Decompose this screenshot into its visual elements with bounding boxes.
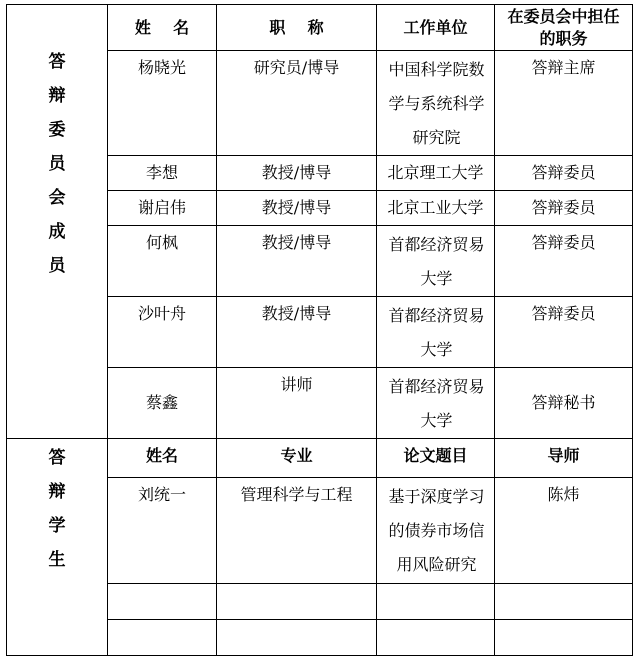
header-name: 姓 名 — [108, 5, 217, 51]
member-role: 答辩秘书 — [495, 368, 633, 439]
empty-cell — [495, 620, 633, 656]
member-name: 谢启伟 — [108, 191, 217, 226]
member-unit: 北京工业大学 — [377, 191, 495, 226]
member-name: 李想 — [108, 156, 217, 191]
empty-cell — [217, 584, 377, 620]
empty-cell — [108, 584, 217, 620]
member-unit: 首都经济贸易大学 — [377, 297, 495, 368]
student-advisor: 陈炜 — [495, 478, 633, 584]
student-side-label: 答 辩 学 生 — [7, 439, 108, 656]
student-thesis: 基于深度学习的债券市场信用风险研究 — [377, 478, 495, 584]
student-header-advisor: 导师 — [495, 439, 633, 478]
member-unit: 北京理工大学 — [377, 156, 495, 191]
empty-cell — [108, 620, 217, 656]
header-title: 职 称 — [217, 5, 377, 51]
member-title: 研究员/博导 — [217, 51, 377, 156]
defense-committee-table — [6, 4, 633, 656]
empty-cell — [377, 620, 495, 656]
member-role: 答辩委员 — [495, 226, 633, 297]
member-title: 教授/博导 — [217, 156, 377, 191]
committee-side-label: 答 辩 委 员 会 成 员 — [7, 5, 108, 439]
student-header-name: 姓名 — [108, 439, 217, 478]
member-role: 答辩委员 — [495, 156, 633, 191]
member-role: 答辩主席 — [495, 51, 633, 156]
student-header-thesis: 论文题目 — [377, 439, 495, 478]
empty-cell — [377, 584, 495, 620]
member-title: 教授/博导 — [217, 191, 377, 226]
member-unit: 中国科学院数学与系统科学研究院 — [377, 51, 495, 156]
member-name: 杨晓光 — [108, 51, 217, 156]
member-unit: 首都经济贸易大学 — [377, 226, 495, 297]
header-role: 在委员会中担任的职务 — [495, 5, 633, 51]
member-title: 教授/博导 — [217, 226, 377, 297]
member-title: 讲师 — [217, 368, 377, 439]
member-name: 何枫 — [108, 226, 217, 297]
member-name: 蔡鑫 — [108, 368, 217, 439]
member-unit: 首都经济贸易大学 — [377, 368, 495, 439]
student-header-major: 专业 — [217, 439, 377, 478]
member-title: 教授/博导 — [217, 297, 377, 368]
student-name: 刘统一 — [108, 478, 217, 584]
empty-cell — [217, 620, 377, 656]
member-role: 答辩委员 — [495, 191, 633, 226]
student-major: 管理科学与工程 — [217, 478, 377, 584]
member-name: 沙叶舟 — [108, 297, 217, 368]
header-unit: 工作单位 — [377, 5, 495, 51]
empty-cell — [495, 584, 633, 620]
member-role: 答辩委员 — [495, 297, 633, 368]
